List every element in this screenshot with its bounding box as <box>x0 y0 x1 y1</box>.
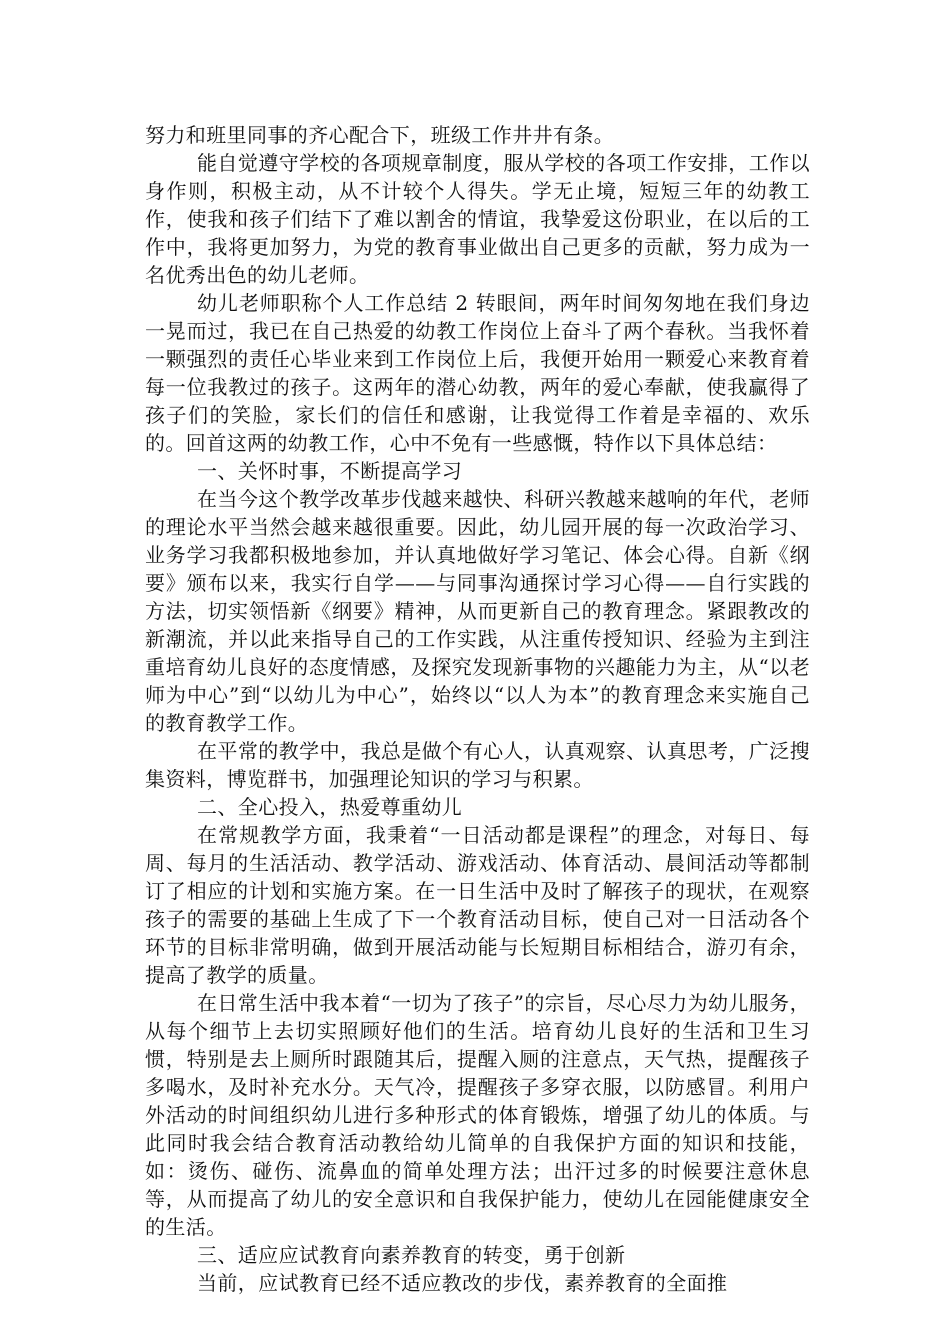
paragraph-learning: 在当今这个教学改革步伐越来越快、科研兴教越来越响的年代，老师的理论水平当然会越来越很重要。因此，幼儿园开展的每一次政治学习、业务学习我都积极地参加，并认真地做好学习笔记、体会心得。自新《纲要》颁布以来，我实行自学——与同事沟通探讨学习心得——自行实践的方法，切实领悟新《纲要》精神，从而更新自己的教育理念。紧跟教改的新潮流，并以此来指导自己的工作实践，从注重传授知识、经验为主到注重培育幼儿良好的态度情感，及探究发现新事物的兴趣能力为主，从“以老师为中心”到“以幼儿为中心”，始终以“以人为本”的教育理念来实施自己的教育教学工作。 <box>145 487 810 735</box>
paragraph-daily-teaching: 在平常的教学中，我总是做个有心人，认真观察、认真思考，广泛搜集资料，博览群书，加强理论知识的学习与积累。 <box>145 739 810 791</box>
paragraph-daily-life: 在日常生活中我本着“一切为了孩子”的宗旨，尽心尽力为幼儿服务，从每个细节上去切实照顾好他们的生活。培育幼儿良好的生活和卫生习惯，特别是去上厕所时跟随其后，提醒入厕的注意点，天气热，提醒孩子多喝水，及时补充水分。天气冷，提醒孩子多穿衣服，以防感冒。利用户外活动的时间组织幼儿进行多种形式的体育锻炼，增强了幼儿的体质。与此同时我会结合教育活动教给幼儿简单的自我保护方面的知识和技能，如：烫伤、碰伤、流鼻血的简单处理方法；出汗过多的时候要注意休息等，从而提高了幼儿的安全意识和自我保护能力，使幼儿在园能健康安全的生活。 <box>145 991 810 1239</box>
section-heading-3: 三、适应应试教育向素养教育的转变，勇于创新 <box>197 1243 626 1267</box>
paragraph-quality-education: 当前，应试教育已经不适应教改的步伐，素养教育的全面推 <box>197 1271 728 1295</box>
paragraph-routine-teaching: 在常规教学方面，我秉着“一日活动都是课程”的理念，对每日、每周、每月的生活活动、教学活动、游戏活动、体育活动、晨间活动等都制订了相应的计划和实施方案。在一日生活中及时了解孩子的现状，在观察孩子的需要的基础上生成了下一个教育活动目标，使自己对一日活动各个环节的目标非常明确，做到开展活动能与长短期目标相结合，游刃有余，提高了教学的质量。 <box>145 823 810 987</box>
section-heading-1: 一、关怀时事，不断提高学习 <box>197 459 463 483</box>
document-page <box>145 121 810 1297</box>
paragraph-continuation: 努力和班里同事的齐心配合下，班级工作井井有条。 <box>145 123 615 147</box>
paragraph-summary-intro: 幼儿老师职称个人工作总结 2 转眼间，两年时间匆匆地在我们身边一晃而过，我已在自己热爱的幼教工作岗位上奋斗了两个春秋。当我怀着一颗强烈的责任心毕业来到工作岗位上后，我便开始用一颗爱心来教育着每一位我教过的孩子。这两年的潜心幼教，两年的爱心奉献，使我赢得了孩子们的笑脸，家长们的信任和感谢，让我觉得工作着是幸福的、欢乐的。回首这两的幼教工作，心中不免有一些感慨，特作以下具体总结： <box>145 291 810 455</box>
section-heading-2: 二、全心投入，热爱尊重幼儿 <box>197 795 463 819</box>
paragraph-rules-compliance: 能自觉遵守学校的各项规章制度，服从学校的各项工作安排，工作以身作则，积极主动，从不计较个人得失。学无止境，短短三年的幼教工作，使我和孩子们结下了难以割舍的情谊，我挚爱这份职业，在以后的工作中，我将更加努力，为党的教育事业做出自己更多的贡献，努力成为一名优秀出色的幼儿老师。 <box>145 151 810 287</box>
